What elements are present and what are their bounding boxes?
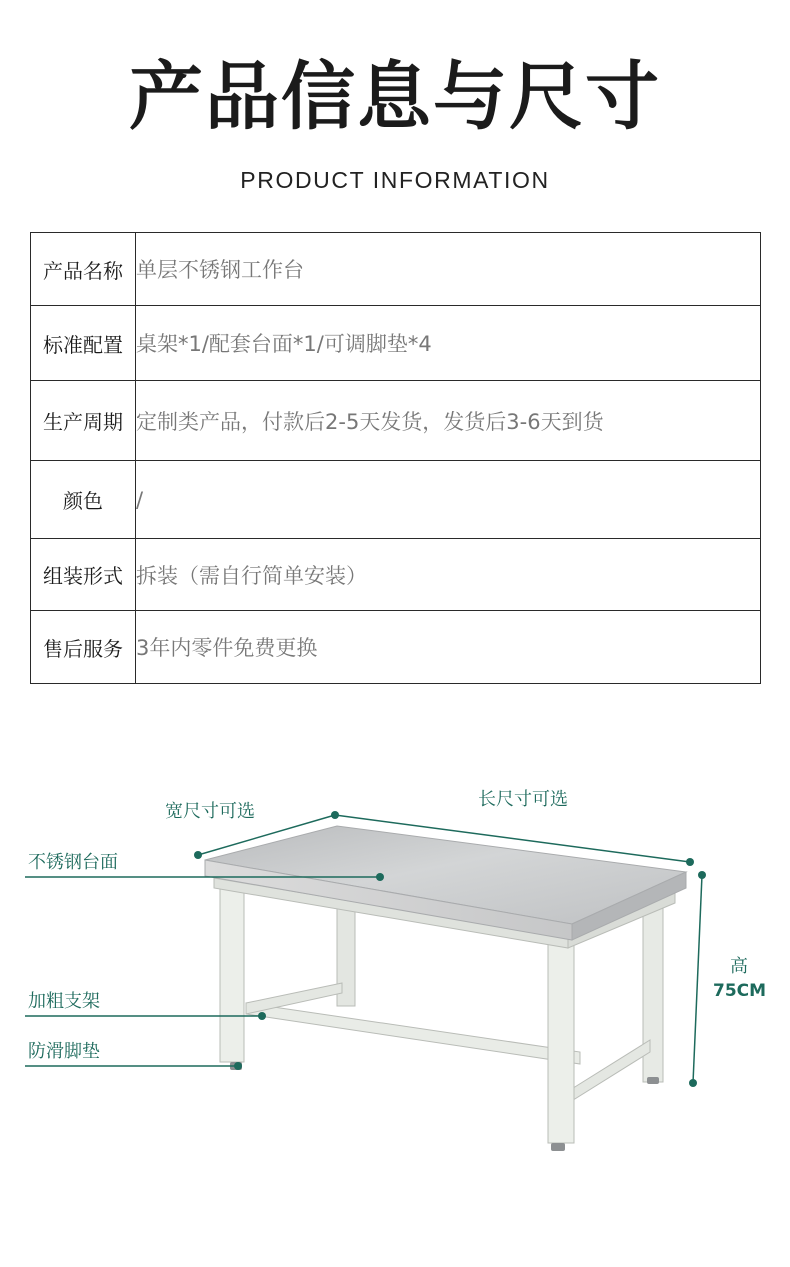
- row-label: 产品名称: [31, 233, 136, 306]
- height-label: 高: [730, 956, 748, 977]
- length-label: 长尺寸可选: [478, 789, 568, 810]
- row-value: 桌架*1/配套台面*1/可调脚垫*4: [136, 306, 761, 381]
- row-value: 3年内零件免费更换: [136, 611, 761, 684]
- row-label: 售后服务: [31, 611, 136, 684]
- width-label: 宽尺寸可选: [165, 801, 255, 822]
- page-title: 产品信息与尺寸: [129, 54, 661, 140]
- row-label: 组装形式: [31, 539, 136, 611]
- row-value: 定制类产品，付款后2-5天发货，发货后3-6天到货: [136, 381, 761, 461]
- row-label: 颜色: [31, 461, 136, 539]
- row-value: 单层不锈钢工作台: [136, 233, 761, 306]
- page-subtitle: PRODUCT INFORMATION: [240, 167, 550, 193]
- row-value: 拆装（需自行简单安装）: [136, 539, 761, 611]
- height-value: 75CM: [713, 981, 767, 1001]
- row-label: 生产周期: [31, 381, 136, 461]
- frame-label: 加粗支架: [28, 991, 100, 1012]
- top-label: 不锈钢台面: [28, 852, 118, 873]
- foot-label: 防滑脚垫: [28, 1041, 100, 1062]
- row-label: 标准配置: [31, 306, 136, 381]
- row-value: /: [136, 461, 761, 539]
